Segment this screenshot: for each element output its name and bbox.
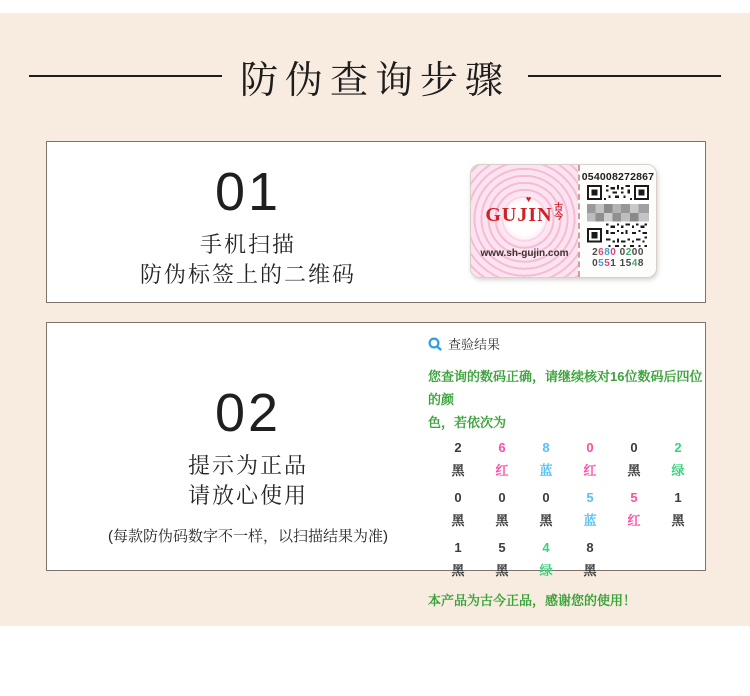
digit-color-label: 蓝	[583, 513, 597, 528]
step1-line2: 防伪标签上的二维码	[139, 262, 356, 287]
security-label-guilloche	[471, 165, 578, 277]
sticker-code-digit: 2	[592, 247, 599, 258]
digit-cell	[568, 440, 612, 479]
digit-value: 0	[630, 440, 638, 455]
sticker-code-digit: 0	[610, 247, 617, 258]
digit-color-label: 红	[627, 513, 641, 528]
digit-value: 1	[674, 490, 682, 505]
magnifier-icon	[428, 337, 442, 351]
digit-value: 5	[586, 490, 594, 505]
digit-value: 0	[454, 490, 462, 505]
title-divider-left	[29, 75, 222, 77]
digit-cell	[612, 490, 656, 529]
page-title: 防伪查询步骤	[239, 59, 510, 102]
digit-color-label: 黑	[539, 513, 553, 528]
sticker-code-line	[580, 247, 656, 258]
result-message-line1: 您查询的数码正确，请继续核对16位数码后四位的颜	[428, 369, 703, 407]
step2-line1: 提示为正品	[187, 453, 308, 478]
qr-code	[580, 185, 656, 247]
step2-text-block	[93, 383, 403, 546]
digit-cell	[568, 490, 612, 529]
digit-cell	[436, 440, 480, 479]
sticker-code-digit: 0	[637, 247, 644, 258]
digit-cell	[480, 440, 524, 479]
digit-value: 2	[674, 440, 682, 455]
digit-cell	[656, 490, 700, 529]
title-divider-right	[528, 75, 721, 77]
digit-row	[436, 490, 706, 529]
digit-color-label: 绿	[539, 563, 553, 578]
digit-value: 5	[630, 490, 638, 505]
digit-color-label: 黑	[451, 463, 465, 478]
step2-number: 02	[214, 383, 282, 443]
step1-line1: 手机扫描	[199, 232, 296, 257]
digit-cell	[524, 440, 568, 479]
digit-grid	[436, 440, 706, 579]
digit-color-label: 红	[495, 463, 509, 478]
digit-color-label: 红	[583, 463, 597, 478]
digit-color-label: 蓝	[539, 463, 553, 478]
digit-color-label: 绿	[671, 463, 685, 478]
sticker-code-digit: 5	[598, 258, 605, 269]
digit-row	[436, 440, 706, 479]
verification-result-panel	[428, 334, 706, 609]
step1-text-block	[93, 162, 403, 290]
digit-color-label: 黑	[451, 563, 465, 578]
brand-logo	[471, 195, 578, 227]
step2-box	[46, 322, 706, 608]
sticker-code-line	[580, 258, 656, 269]
sticker-code-digit: 8	[604, 247, 611, 258]
digit-cell	[480, 540, 524, 579]
sticker-code-digit: 1	[619, 258, 626, 269]
step1-number: 01	[214, 162, 282, 222]
result-message	[428, 365, 706, 434]
security-label	[470, 164, 657, 278]
digit-value: 0	[542, 490, 550, 505]
digit-cell	[436, 540, 480, 579]
digit-cell	[612, 440, 656, 479]
security-label-code-panel	[578, 165, 656, 277]
digit-cell	[656, 440, 700, 479]
sticker-code-digit: 2	[625, 247, 632, 258]
digit-color-label: 黑	[627, 463, 641, 478]
qr-pixelated-region	[587, 204, 649, 221]
digit-value: 4	[542, 540, 550, 555]
brand-website: www.sh-gujin.com	[480, 248, 569, 259]
result-header-label: 查验结果	[448, 337, 501, 352]
result-footer: 本产品为古今正品，感谢您的使用！	[428, 593, 637, 608]
sticker-code-digit: 6	[598, 247, 605, 258]
digit-color-label: 黑	[583, 563, 597, 578]
sticker-code-digit: 0	[631, 247, 638, 258]
digit-value: 1	[454, 540, 462, 555]
heart-icon: ♥	[525, 194, 532, 204]
sticker-code-digit: 4	[631, 258, 638, 269]
digit-color-label: 黑	[671, 513, 685, 528]
sticker-code-digit: 0	[592, 258, 599, 269]
digit-cell	[524, 540, 568, 579]
step2-line2: 请放心使用	[187, 483, 308, 508]
digit-cell	[524, 490, 568, 529]
step1-box	[46, 141, 706, 303]
brand-name-chinese: 古今	[554, 202, 564, 221]
result-header	[428, 334, 706, 353]
sticker-code-digit: 0	[619, 247, 626, 258]
brand-name: GUJIN	[485, 204, 553, 226]
digit-color-label: 黑	[495, 513, 509, 528]
digit-value: 6	[498, 440, 506, 455]
digit-color-label: 黑	[495, 563, 509, 578]
sticker-code-digit: 5	[604, 258, 611, 269]
digit-cell	[568, 540, 612, 579]
digit-row	[436, 540, 706, 579]
digit-value: 8	[586, 540, 594, 555]
result-message-line2: 色，若依次为	[428, 415, 507, 430]
sticker-code-digit: 5	[625, 258, 632, 269]
label-serial-number: 054008272867	[581, 171, 655, 183]
sticker-code-digit: 8	[637, 258, 644, 269]
sticker-code-digit: 1	[610, 258, 617, 269]
digit-value: 5	[498, 540, 506, 555]
digit-value: 0	[586, 440, 594, 455]
digit-cell	[480, 490, 524, 529]
digit-value: 2	[454, 440, 462, 455]
digit-color-label: 黑	[451, 513, 465, 528]
digit-value: 0	[498, 490, 506, 505]
digit-value: 8	[542, 440, 550, 455]
digit-cell	[436, 490, 480, 529]
step2-note: (每款防伪码数字不一样，以扫描结果为准)	[108, 528, 388, 545]
page-title-row	[0, 54, 750, 102]
